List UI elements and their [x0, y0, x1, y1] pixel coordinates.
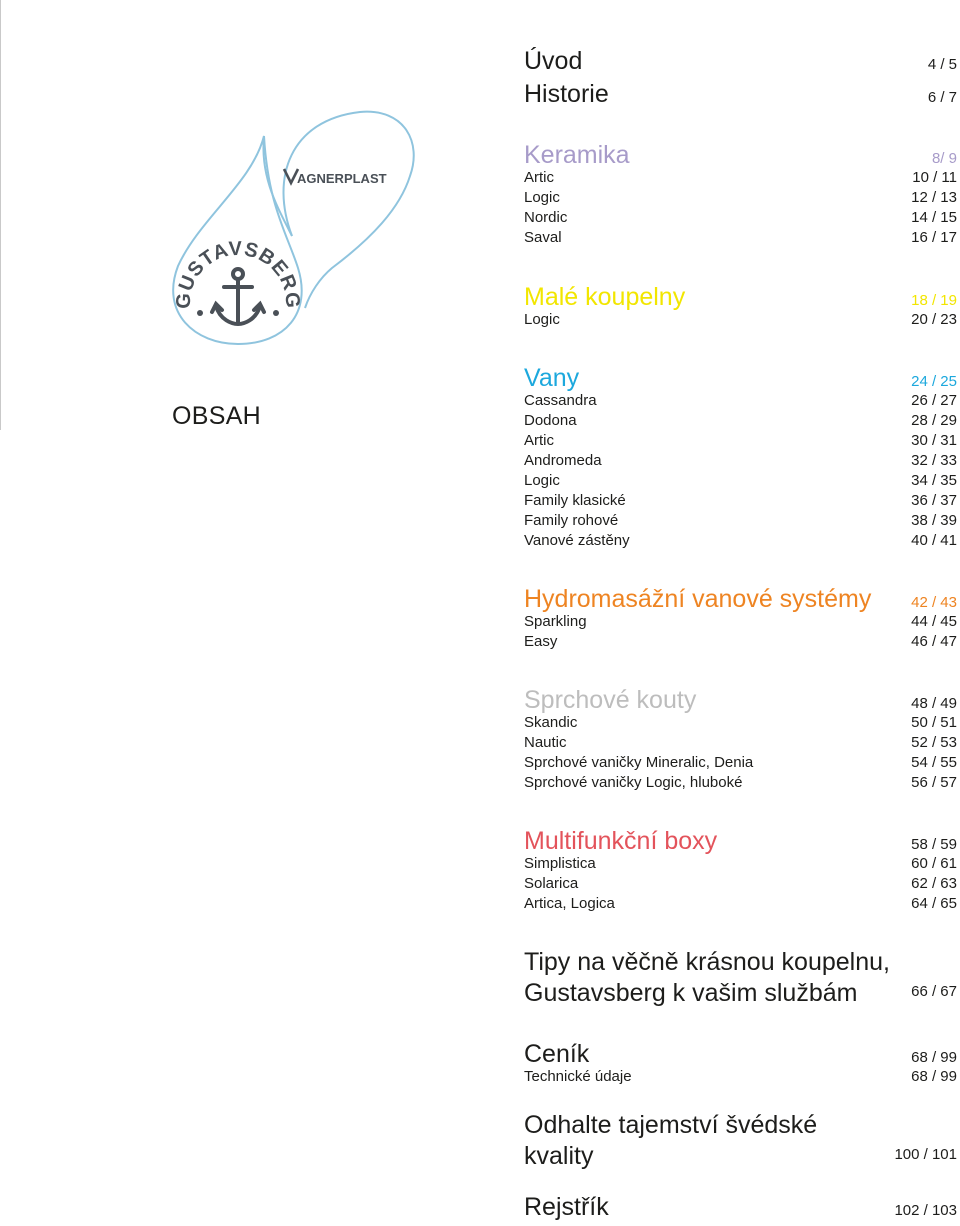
toc-item-title: Logic — [524, 311, 560, 328]
toc-section-pages: 100 / 101 — [894, 1146, 957, 1163]
toc-item-pages: 62 / 63 — [911, 875, 957, 892]
toc-item-title: Sprchové vaničky Mineralic, Denia — [524, 754, 754, 771]
toc-entry-uvod[interactable] — [524, 46, 957, 80]
toc-item-pages: 36 / 37 — [911, 492, 957, 509]
toc-section-title: Ceník — [524, 1040, 590, 1068]
toc-entry-pages: 6 / 7 — [927, 89, 957, 106]
toc-item-skandic[interactable] — [524, 713, 957, 733]
toc-section-odhalte[interactable] — [524, 1110, 957, 1172]
toc-item-pages: 64 / 65 — [911, 895, 957, 912]
toc-entry-title: Historie — [524, 80, 609, 108]
table-of-contents — [524, 0, 957, 1224]
toc-item-technicke-udaje[interactable] — [524, 1067, 957, 1087]
page-title: OBSAH — [172, 402, 262, 430]
toc-item-title: Artica, Logica — [524, 895, 615, 912]
toc-item-pages: 54 / 55 — [911, 754, 957, 771]
toc-item-pages: 12 / 13 — [911, 189, 957, 206]
toc-item-artic[interactable] — [524, 431, 957, 451]
toc-item-nautic[interactable] — [524, 733, 957, 753]
toc-item-pages: 56 / 57 — [911, 774, 957, 791]
toc-section-title: Hydromasážní vanové systémy — [524, 585, 872, 613]
toc-section-pages: 66 / 67 — [911, 983, 957, 1000]
toc-item-title: Family rohové — [524, 512, 619, 529]
toc-section-pages: 18 / 19 — [911, 292, 957, 309]
toc-item-title: Sparkling — [524, 613, 587, 630]
toc-item-title: Skandic — [524, 714, 578, 731]
toc-entry-pages: 4 / 5 — [927, 56, 957, 73]
toc-entry-historie[interactable] — [524, 79, 957, 113]
toc-item-artic[interactable] — [524, 168, 957, 188]
toc-section-pages: 48 / 49 — [911, 695, 957, 712]
toc-entry-title: Úvod — [524, 47, 583, 75]
toc-section-pages: 102 / 103 — [894, 1202, 957, 1219]
toc-section-pages: 8/ 9 — [931, 150, 957, 167]
toc-item-title: Dodona — [524, 412, 577, 429]
toc-item-solarica[interactable] — [524, 874, 957, 894]
toc-item-title: Artic — [524, 169, 554, 186]
toc-item-title: Technické údaje — [524, 1068, 632, 1085]
toc-item-andromeda[interactable] — [524, 451, 957, 471]
toc-item-title: Logic — [524, 189, 560, 206]
toc-item-nordic[interactable] — [524, 208, 957, 228]
toc-item-pages: 60 / 61 — [911, 855, 957, 872]
gustavsberg-vagnerplast-logo — [160, 108, 420, 358]
toc-section-rejstrik[interactable] — [524, 1192, 957, 1226]
toc-section-pages: 24 / 25 — [911, 373, 957, 390]
toc-item-title: Nordic — [524, 209, 568, 226]
toc-item-family-rohove[interactable] — [524, 511, 957, 531]
toc-item-title: Solarica — [524, 875, 579, 892]
toc-section-tipy[interactable] — [524, 947, 957, 1009]
toc-section-pages: 68 / 99 — [911, 1049, 957, 1066]
toc-item-pages: 38 / 39 — [911, 512, 957, 529]
toc-item-title: Nautic — [524, 734, 567, 751]
toc-section-title: Vany — [524, 364, 580, 392]
toc-item-sparkling[interactable] — [524, 612, 957, 632]
toc-item-artica-logica[interactable] — [524, 894, 957, 914]
toc-item-title: Logic — [524, 472, 560, 489]
toc-section-pages: 42 / 43 — [911, 594, 957, 611]
toc-item-pages: 20 / 23 — [911, 311, 957, 328]
toc-item-pages: 34 / 35 — [911, 472, 957, 489]
svg-text:AGNERPLAST: AGNERPLAST — [297, 171, 387, 186]
toc-item-title: Cassandra — [524, 392, 597, 409]
toc-item-title: Easy — [524, 633, 558, 650]
toc-item-vanove-zasteny[interactable] — [524, 531, 957, 551]
toc-item-pages: 50 / 51 — [911, 714, 957, 731]
toc-item-pages: 44 / 45 — [911, 613, 957, 630]
toc-item-pages: 16 / 17 — [911, 229, 957, 246]
toc-item-title: Family klasické — [524, 492, 626, 509]
toc-item-pages: 52 / 53 — [911, 734, 957, 751]
gustavsberg-wordmark: GUSTAVSBERG — [172, 237, 304, 310]
toc-section-pages: 58 / 59 — [911, 836, 957, 853]
toc-item-pages: 30 / 31 — [911, 432, 957, 449]
anchor-icon — [212, 269, 264, 324]
toc-item-logic[interactable] — [524, 471, 957, 491]
toc-item-simplistica[interactable] — [524, 854, 957, 874]
toc-item-title: Saval — [524, 229, 562, 246]
toc-item-family-klasicke[interactable] — [524, 491, 957, 511]
toc-section-title: Malé koupelny — [524, 283, 686, 311]
toc-item-logic[interactable] — [524, 310, 957, 330]
toc-item-title: Sprchové vaničky Logic, hluboké — [524, 774, 743, 791]
toc-item-pages: 68 / 99 — [911, 1068, 957, 1085]
toc-item-pages: 26 / 27 — [911, 392, 957, 409]
toc-item-easy[interactable] — [524, 632, 957, 652]
toc-item-saval[interactable] — [524, 228, 957, 248]
toc-item-vanicky-logic[interactable] — [524, 773, 957, 793]
toc-section-title: Rejstřík — [524, 1193, 609, 1221]
toc-section-title-line1: Tipy na věčně krásnou koupelnu, — [524, 948, 890, 976]
toc-item-pages: 28 / 29 — [911, 412, 957, 429]
toc-item-cassandra[interactable] — [524, 391, 957, 411]
toc-item-title: Andromeda — [524, 452, 602, 469]
toc-item-title: Vanové zástěny — [524, 532, 630, 549]
vagnerplast-wordmark — [284, 169, 387, 186]
toc-item-pages: 10 / 11 — [912, 169, 957, 186]
toc-item-title: Simplistica — [524, 855, 596, 872]
toc-section-title-line2: kvality — [524, 1142, 594, 1170]
toc-section-title: Multifunkční boxy — [524, 827, 718, 855]
toc-section-title-line1: Odhalte tajemství švédské — [524, 1111, 818, 1139]
toc-section-title: Sprchové kouty — [524, 686, 697, 714]
left-edge-divider — [0, 0, 1, 430]
toc-item-dodona[interactable] — [524, 411, 957, 431]
toc-item-title: Artic — [524, 432, 554, 449]
toc-section-title-line2: Gustavsberg k vašim službám — [524, 979, 858, 1007]
toc-item-logic[interactable] — [524, 188, 957, 208]
toc-item-vanicky-mineralic[interactable] — [524, 753, 957, 773]
toc-item-pages: 32 / 33 — [911, 452, 957, 469]
toc-item-pages: 46 / 47 — [911, 633, 957, 650]
toc-section-title: Keramika — [524, 141, 630, 169]
toc-item-pages: 14 / 15 — [911, 209, 957, 226]
toc-item-pages: 40 / 41 — [911, 532, 957, 549]
